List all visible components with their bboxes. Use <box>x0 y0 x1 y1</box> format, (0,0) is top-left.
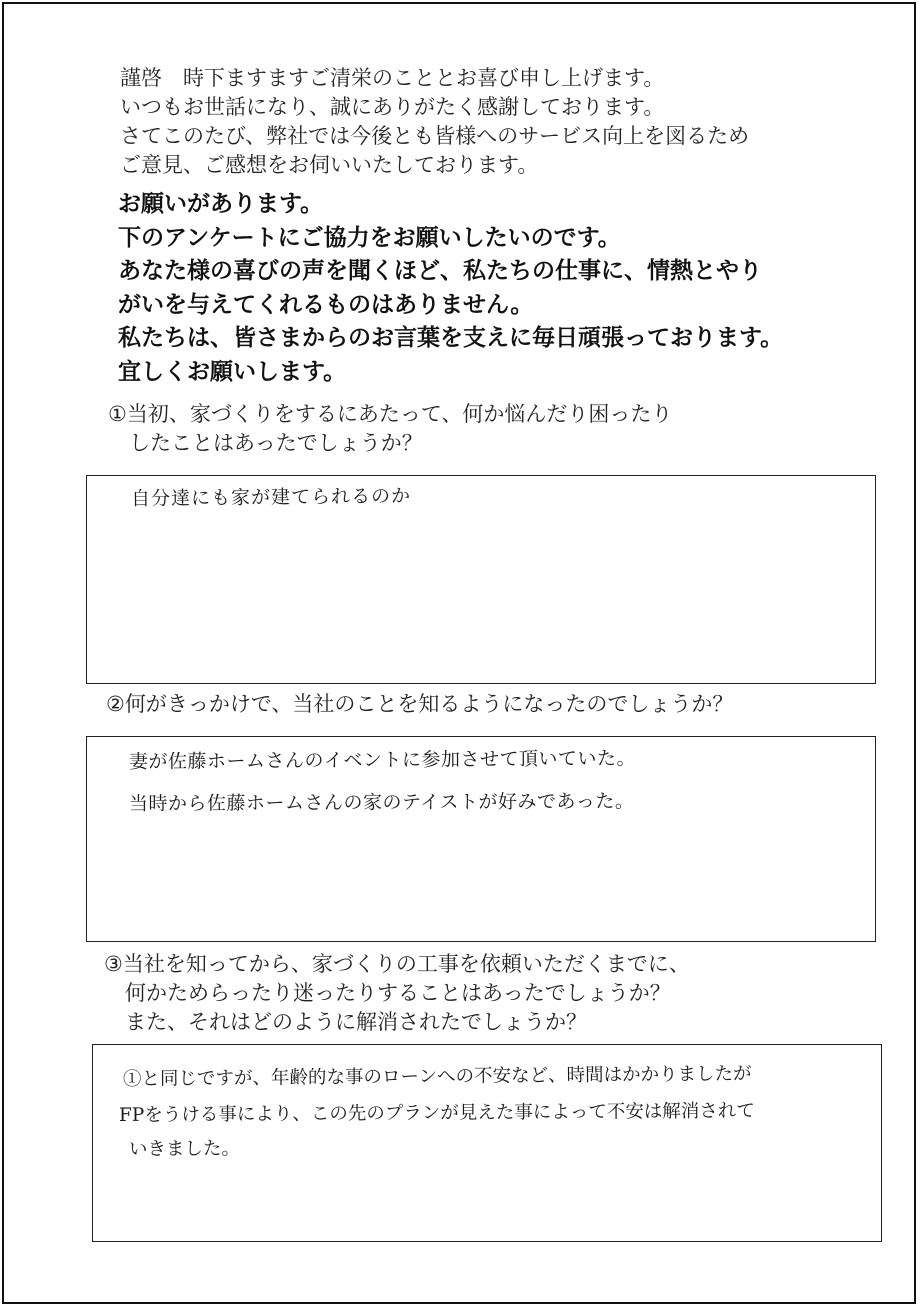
answer-3-handwritten-line: FPをうける事により、この先のプランが見えた事によって不安は解消されて <box>118 1100 755 1126</box>
request-line: 私たちは、皆さまからのお言葉を支えに毎日頑張っております。 <box>118 325 784 351</box>
question-2-line: ②何がきっかけで、当社のことを知るようになったのでしょうか？ <box>106 692 734 716</box>
request-paragraph <box>118 188 783 389</box>
greeting-line: 謹啓 時下ますますご清栄のこととお喜び申し上げます。 <box>120 66 665 90</box>
greeting-line: ご意見、ご感想をお伺いいたしております。 <box>120 153 539 177</box>
answer-2-handwritten-line: 妻が佐藤ホームさんのイベントに参加させて頂いていた。 <box>128 747 637 773</box>
answer-box-3[interactable] <box>92 1044 882 1242</box>
question-1 <box>108 400 672 458</box>
question-1-line: したことはあったでしょうか？ <box>108 431 423 455</box>
answer-box-1[interactable] <box>86 475 876 684</box>
greeting-line: いつもお世話になり、誠にありがたく感謝しております。 <box>120 95 665 119</box>
question-1-line: ①当初、家づくりをするにあたって、何か悩んだり困ったり <box>108 402 673 426</box>
request-line: 宜しくお願いします。 <box>118 358 347 385</box>
answer-3-handwritten-line: ①と同じですが、年齢的な事のローンへの不安など、時間はかかりましたが <box>122 1063 752 1090</box>
question-2 <box>106 690 733 719</box>
greeting-line: さてこのたび、弊社では今後とも皆様へのサービス向上を図るため <box>120 124 750 148</box>
answer-1-handwritten-line: 自分達にも家が建てられるのか <box>130 485 412 510</box>
request-line: あなた様の喜びの声を聞くほど、私たちの仕事に、情熱とやり <box>118 258 762 284</box>
request-line: お願いがあります。 <box>118 191 324 217</box>
answer-3-handwritten-line: いきました。 <box>128 1138 241 1160</box>
answer-box-2[interactable] <box>86 736 876 942</box>
question-3-line: また、それはどのように解消されたでしょうか？ <box>104 1010 587 1034</box>
question-3-line: 何かためらったり迷ったりすることはあったでしょうか？ <box>104 981 671 1005</box>
request-line: 下のアンケートにご協力をお願いしたいのです。 <box>118 224 621 251</box>
question-3-line: ③当社を知ってから、家づくりの工事を依頼いただくまでに、 <box>104 952 690 976</box>
request-line: がいを与えてくれるものはありません。 <box>118 291 534 318</box>
answer-2-handwritten-line: 当時から佐藤ホームさんの家のテイストが好みであった。 <box>128 790 635 815</box>
greeting-paragraph <box>120 64 749 180</box>
question-3 <box>104 950 690 1037</box>
